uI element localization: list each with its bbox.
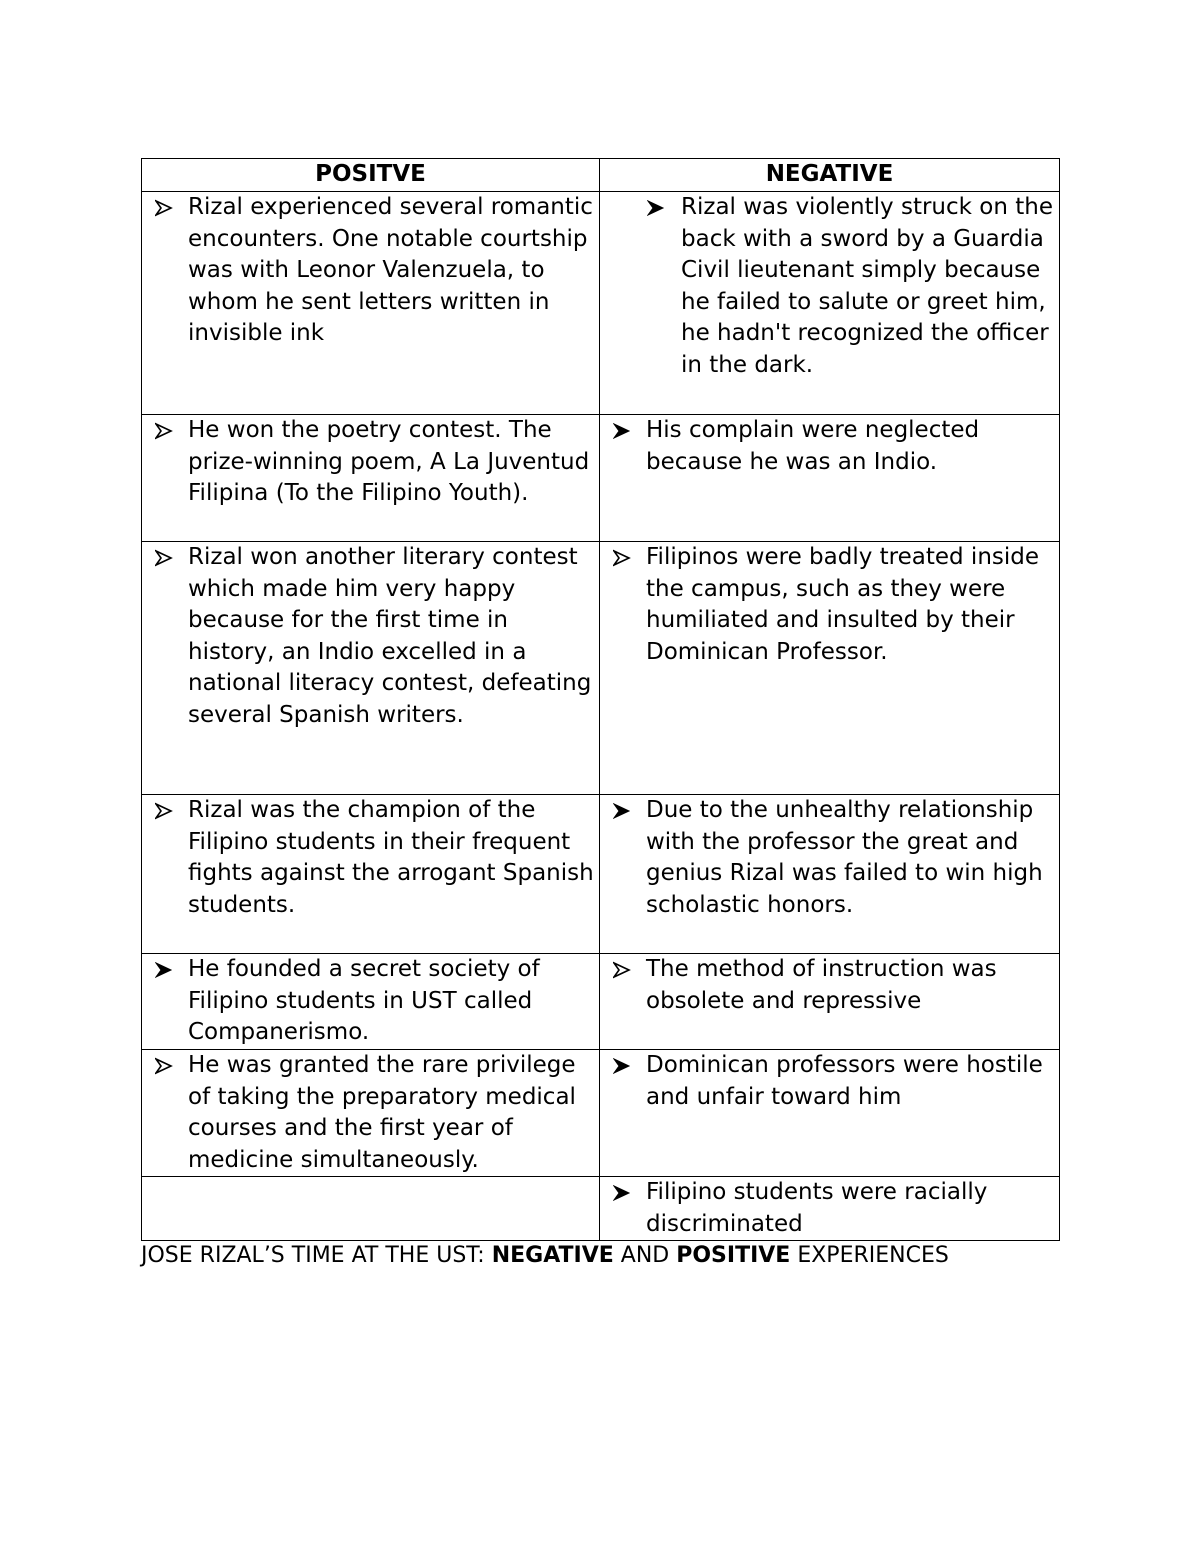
arrowhead-bullet-icon (610, 795, 634, 826)
positive-cell (142, 415, 600, 542)
table-row (142, 954, 1060, 1050)
table-row (142, 192, 1060, 415)
experiences-table (141, 158, 1060, 1241)
negative-item-text: Dominican professors were hostile and unfair toward him (646, 1052, 1043, 1110)
table-row (142, 1177, 1060, 1241)
negative-cell (600, 192, 1060, 415)
negative-cell (600, 1050, 1060, 1177)
positive-cell (142, 954, 600, 1050)
arrowhead-bullet-icon (152, 954, 176, 985)
negative-item-text: Filipinos were badly treated inside the campus, such as they were humiliated and insulted by their Dominican Professor. (646, 544, 1040, 665)
caption-text: EXPERIENCES (790, 1243, 949, 1268)
negative-item-text: Due to the unhealthy relationship with the professor the great and genius Rizal was failed to win high scholastic honors. (646, 797, 1043, 918)
table-row (142, 795, 1060, 954)
negative-cell (600, 1177, 1060, 1241)
negative-cell (600, 795, 1060, 954)
arrowhead-bullet-icon (610, 542, 634, 573)
table-header-row (142, 159, 1060, 192)
arrowhead-bullet-icon (644, 192, 668, 223)
arrowhead-bullet-icon (152, 795, 176, 826)
positive-item-text: Rizal experienced several romantic encounters. One notable courtship was with Leonor Valenzuela, to whom he sent letters written in invisible ink (188, 194, 593, 346)
arrowhead-bullet-icon (610, 1050, 634, 1081)
positive-cell-empty (142, 1177, 600, 1241)
caption-text: JOSE RIZAL’S TIME AT THE UST: (141, 1243, 492, 1268)
caption-negative-word: NEGATIVE (491, 1243, 614, 1268)
positive-column-header: POSITVE (142, 159, 600, 192)
table-row (142, 542, 1060, 795)
arrowhead-bullet-icon (152, 415, 176, 446)
positive-item-text: He won the poetry contest. The prize-winning poem, A La Juventud Filipina (To the Filipino Youth). (188, 417, 590, 506)
positive-item-text: He founded a secret society of Filipino students in UST called Companerismo. (188, 956, 540, 1045)
arrowhead-bullet-icon (152, 192, 176, 223)
negative-item-text: The method of instruction was obsolete and repressive (646, 956, 997, 1014)
positive-cell (142, 1050, 600, 1177)
negative-cell (600, 542, 1060, 795)
table-row (142, 415, 1060, 542)
negative-item-text: Rizal was violently struck on the back with a sword by a Guardia Civil lieutenant simply because he failed to salute or greet him, he hadn't recognized the officer in the dark. (681, 194, 1053, 378)
caption-positive-word: POSITIVE (676, 1243, 791, 1268)
caption-text: AND (613, 1243, 677, 1268)
arrowhead-bullet-icon (610, 1177, 634, 1208)
table-caption (141, 1241, 949, 1271)
arrowhead-bullet-icon (152, 542, 176, 573)
positive-item-text: Rizal won another literary contest which made him very happy because for the first time in history, an Indio excelled in a national literacy contest, defeating several Spanish writers. (188, 544, 592, 728)
positive-item-text: Rizal was the champion of the Filipino students in their frequent fights against the arrogant Spanish students. (188, 797, 594, 918)
arrowhead-bullet-icon (610, 415, 634, 446)
negative-item-text: His complain were neglected because he was an Indio. (646, 417, 980, 475)
negative-item-text: Filipino students were racially discriminated (646, 1179, 988, 1237)
table-row (142, 1050, 1060, 1177)
negative-cell (600, 415, 1060, 542)
negative-column-header: NEGATIVE (600, 159, 1060, 192)
arrowhead-bullet-icon (152, 1050, 176, 1081)
positive-cell (142, 795, 600, 954)
arrowhead-bullet-icon (610, 954, 634, 985)
positive-cell (142, 192, 600, 415)
negative-cell (600, 954, 1060, 1050)
positive-item-text: He was granted the rare privilege of taking the preparatory medical courses and the first year of medicine simultaneously. (188, 1052, 576, 1173)
positive-cell (142, 542, 600, 795)
